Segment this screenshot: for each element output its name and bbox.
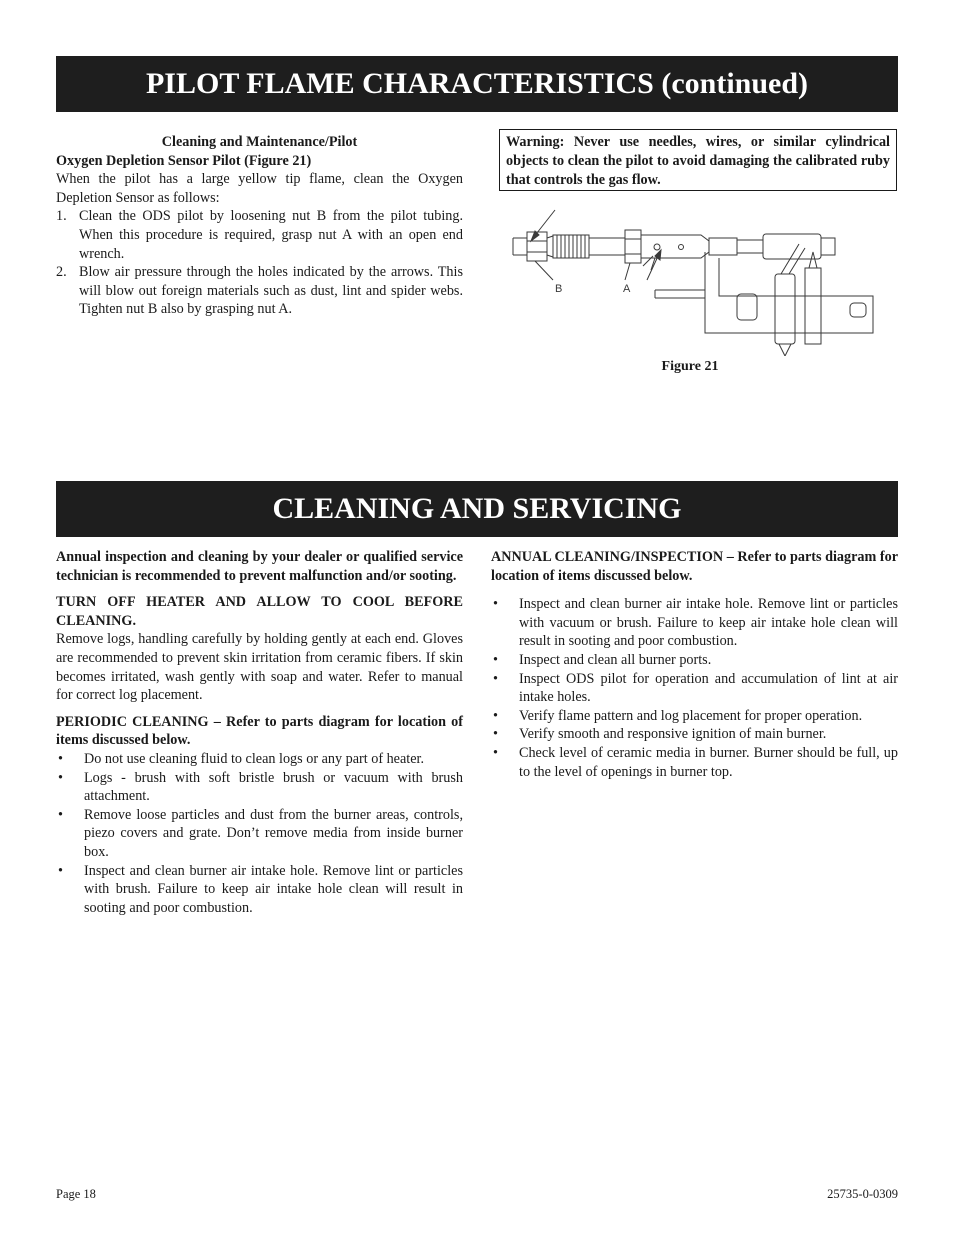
item-text: Logs - brush with soft bristle brush or vacuum with brush attachment. [84, 769, 463, 805]
bullet: • [493, 596, 498, 613]
list-item [491, 670, 898, 707]
list-item [56, 862, 463, 918]
document-number: 25735-0-0309 [827, 1187, 898, 1201]
section-title: CLEANING AND SERVICING [272, 492, 682, 525]
periodic-heading: PERIODIC CLEANING – Refer to parts diagram for location of items discussed below. [56, 713, 463, 749]
list-item [491, 707, 898, 726]
cleaning-right-column [491, 548, 898, 781]
periodic-list [56, 750, 463, 917]
intro-paragraph: When the pilot has a large yellow tip flame, clean the Oxygen Depletion Sensor as follows: [56, 171, 463, 206]
fitting-body [553, 235, 589, 258]
intro-bold: Annual inspection and cleaning by your dealer or qualified service technician is recommended to prevent malfunction and/or sooting. [56, 549, 463, 584]
item-text: Inspect and clean burner air intake hole. Remove lint or particles with brush. Failure to keep air intake hole clean will result in sooting and poor combustion. [84, 862, 463, 916]
bullet: • [58, 750, 63, 767]
item-text: Inspect and clean burner air intake hole. Remove lint or particles with vacuum or brush. Failure to keep air intake hole clean will result in sooting and poor combustion. [519, 596, 898, 650]
page-number: Page 18 [56, 1187, 96, 1201]
bullet: • [493, 651, 498, 668]
bullet: • [58, 806, 63, 823]
subheading: Cleaning and Maintenance/Pilot [161, 134, 358, 150]
section-banner-pilot [56, 56, 898, 112]
bullet: • [58, 769, 63, 786]
logs-paragraph: Remove logs, handling carefully by holding gently at each end. Gloves are recommended to prevent skin irritation from ceramic fibers. If skin becomes irritated, wash gently with soap and water. Refer to manual for correct log placement. [56, 631, 463, 704]
list-item [56, 806, 463, 862]
step-text: Blow air pressure through the holes indicated by the arrows. This will blow out foreign materials such as dust, lint and spider webs. Tighten nut B also by grasping nut A. [79, 264, 463, 318]
section-title: PILOT FLAME CHARACTERISTICS (continued) [145, 67, 809, 100]
pilot-tip [709, 238, 737, 255]
list-item [56, 263, 463, 319]
item-text: Check level of ceramic media in burner. Burner should be full, up to the level of openings in burner top. [519, 744, 898, 780]
list-item [491, 595, 898, 651]
warning-text: Warning: Never use needles, wires, or similar cylindrical objects to clean the pilot to avoid damaging the calibrated ruby that controls the gas flow. [506, 134, 890, 188]
list-item [56, 207, 463, 263]
bullet: • [493, 744, 498, 761]
pilot-cleaning-column [56, 133, 463, 319]
bullet: • [493, 726, 498, 743]
bullet: • [58, 862, 63, 879]
item-text: Remove loose particles and dust from the burner areas, controls, piezo covers and grate. Don’t remove media from inside burner box. [84, 806, 463, 860]
air-hole [654, 244, 660, 250]
ods-tube [641, 235, 709, 258]
subheading: Oxygen Depletion Sensor Pilot (Figure 21) [56, 152, 312, 169]
steps-list [56, 207, 463, 319]
item-text: Verify flame pattern and log placement for proper operation. [519, 707, 863, 724]
section-banner-cleaning [56, 481, 898, 537]
list-item [56, 750, 463, 769]
list-item [491, 725, 898, 744]
item-text: Inspect ODS pilot for operation and accumulation of lint at air intake holes. [519, 670, 898, 706]
step-text: Clean the ODS pilot by loosening nut B from the pilot tubing. When this procedure is required, grasp nut A with an open end wrench. [79, 208, 463, 262]
leader-line-b [535, 261, 553, 280]
bullet: • [493, 707, 498, 724]
figure-label-a: A [623, 283, 631, 295]
item-text: Inspect and clean all burner ports. [519, 651, 712, 668]
warning-box [499, 129, 897, 191]
annual-heading: ANNUAL CLEANING/INSPECTION – Refer to parts diagram for location of items discussed below. [491, 549, 898, 584]
list-item [491, 744, 898, 781]
leader-line-a [625, 263, 630, 280]
ods-pilot-figure [505, 208, 877, 356]
figure-caption: Figure 21 [661, 359, 719, 374]
nut-a [625, 230, 641, 263]
list-item [56, 769, 463, 806]
step-number: 1. [56, 208, 67, 225]
bullet: • [493, 670, 498, 687]
annual-list [491, 595, 898, 781]
list-item [491, 651, 898, 670]
pilot-tubing [513, 238, 527, 255]
turn-off-heading: TURN OFF HEATER AND ALLOW TO COOL BEFORE CLEANING. [56, 594, 463, 629]
item-text: Verify smooth and responsive ignition of main burner. [519, 726, 827, 743]
mounting-bracket [705, 252, 873, 333]
cleaning-left-column [56, 548, 463, 917]
step-number: 2. [56, 264, 67, 281]
figure-label-b: B [555, 283, 563, 295]
item-text: Do not use cleaning fluid to clean logs or any part of heater. [84, 750, 425, 767]
